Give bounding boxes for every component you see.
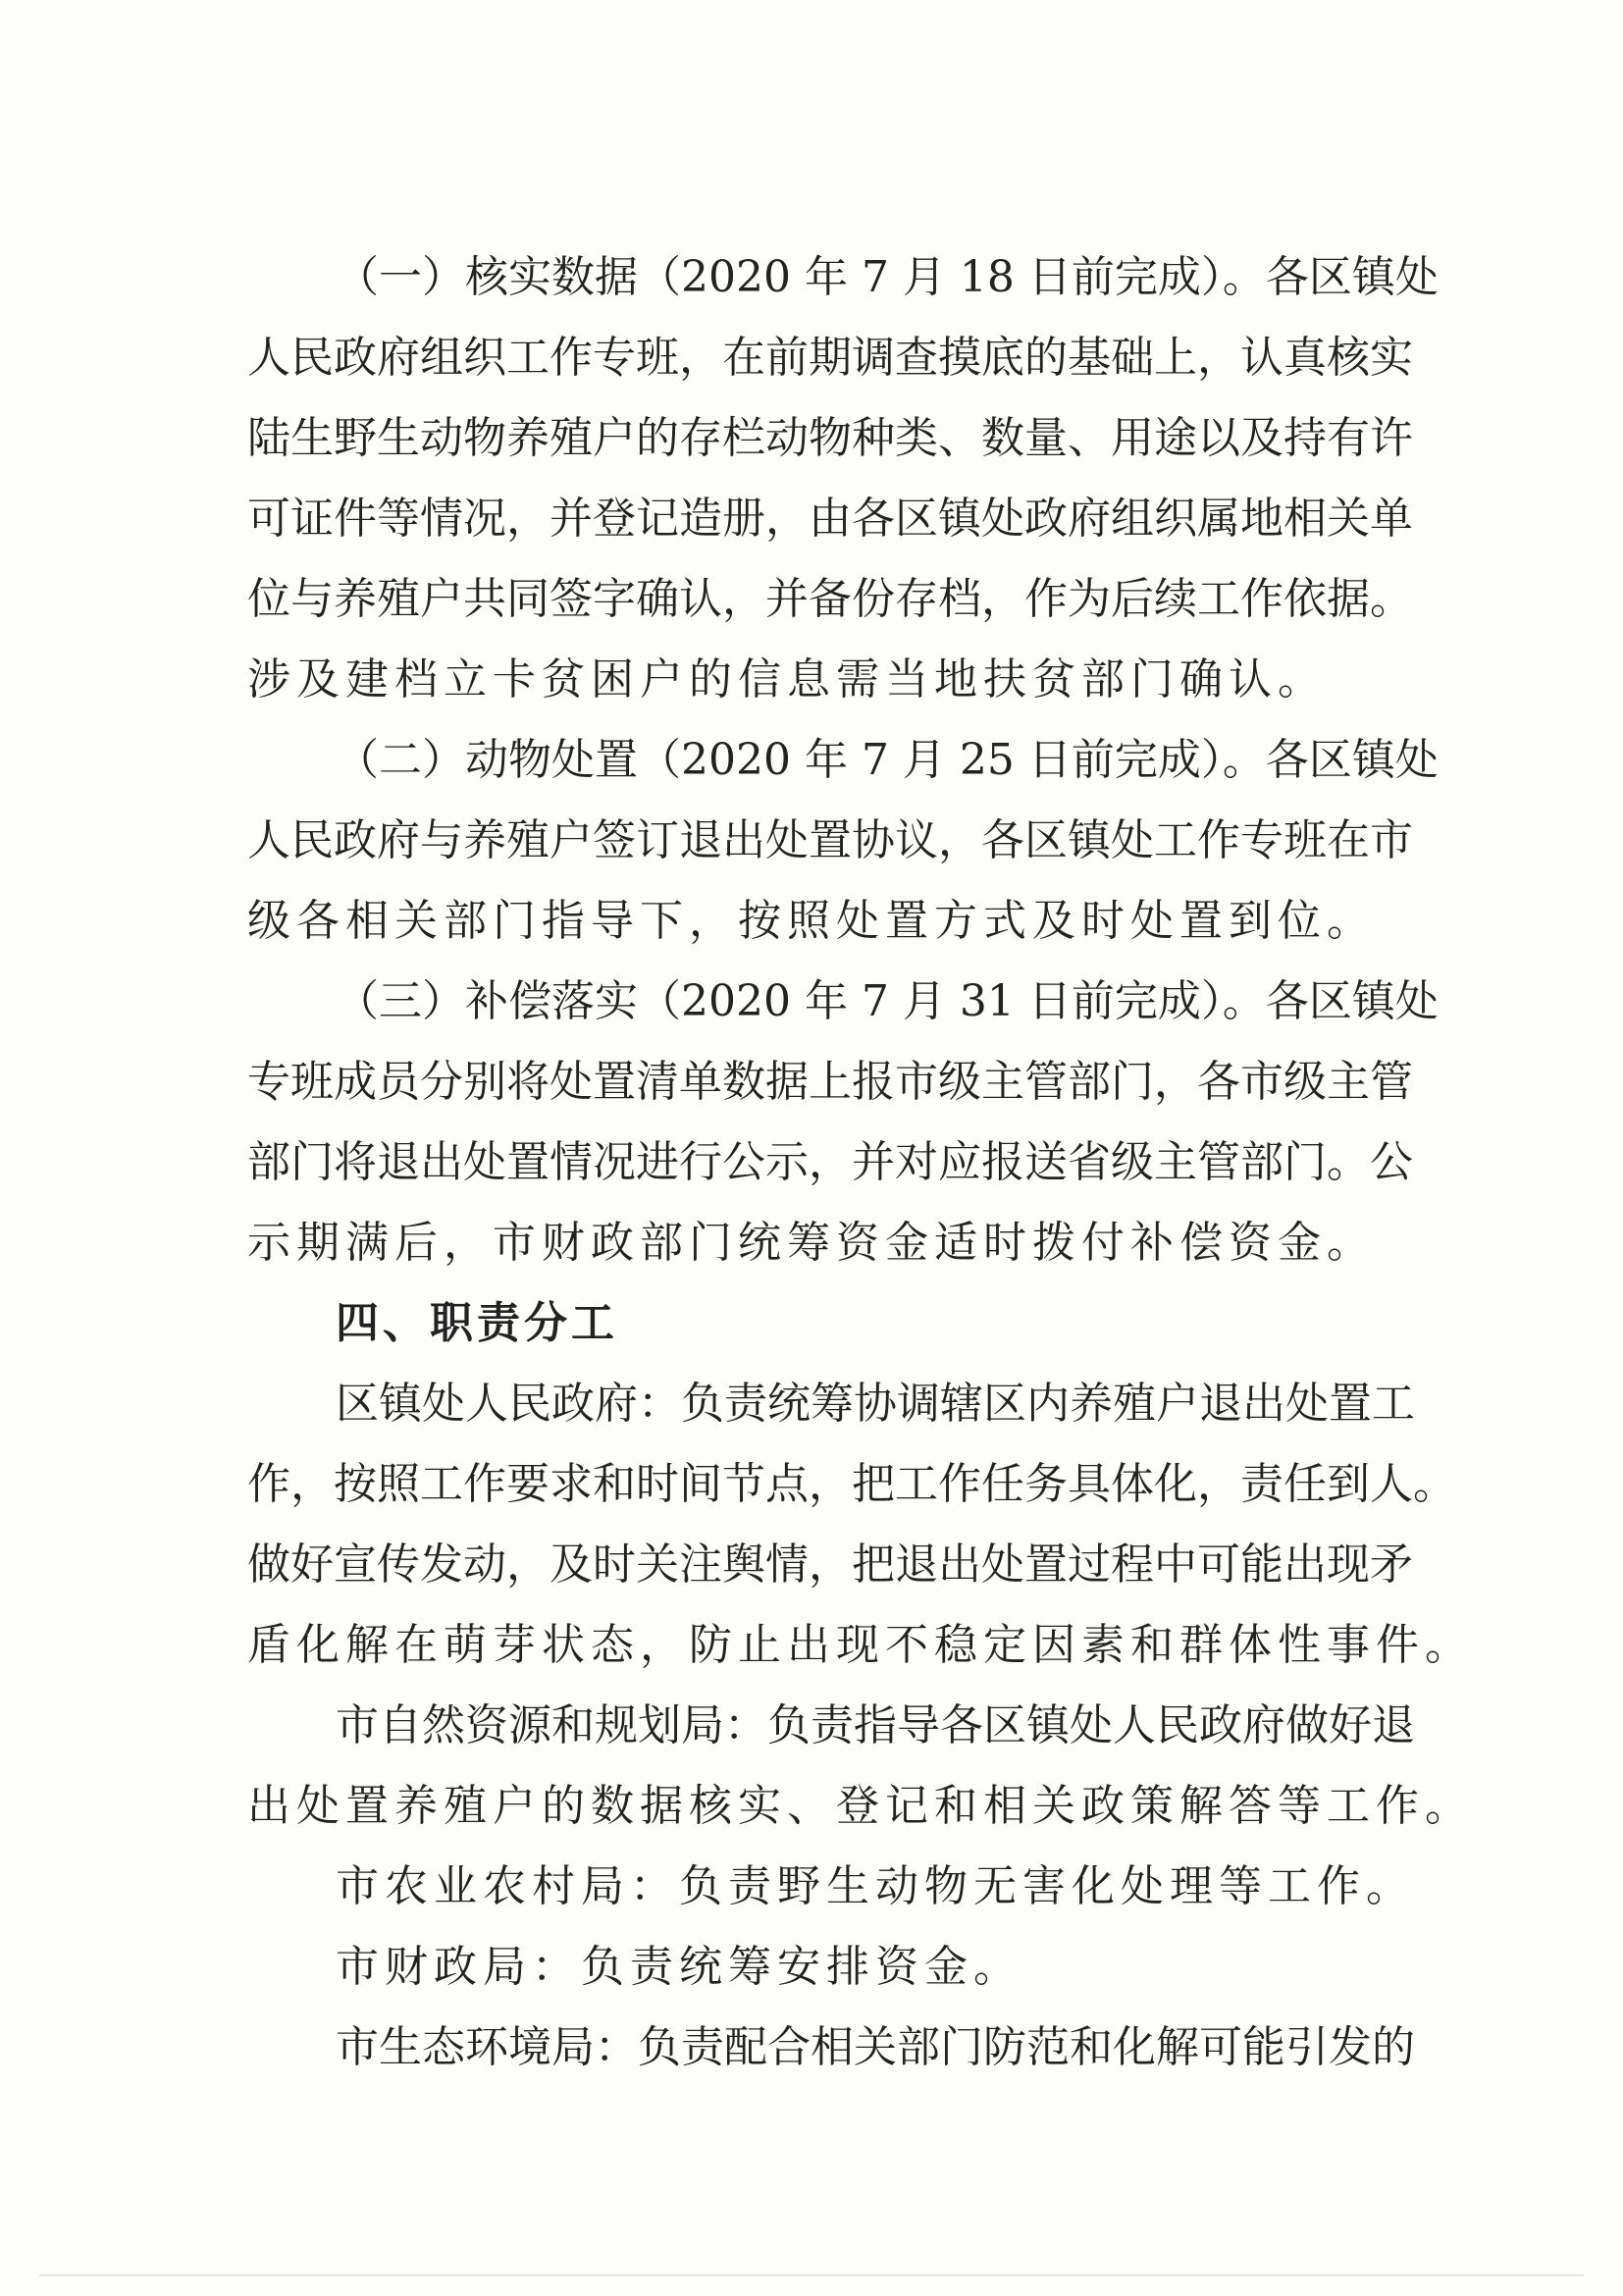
paragraph-2-line-2: 人民政府与养殖户签订退出处置协议，各区镇处工作专班在市: [247, 815, 1413, 865]
paragraph-1-line-4: 可证件等情况，并登记造册，由各区镇处政府组织属地相关单: [247, 494, 1413, 544]
paragraph-7-line-1: 市财政局：负责统筹安排资金。: [336, 1942, 1022, 1992]
section-heading: 四、职责分工: [336, 1298, 618, 1348]
paragraph-4-line-3: 做好宣传发动，及时关注舆情，把退出处置过程中可能出现矛: [247, 1539, 1413, 1590]
page-bottom-edge: [39, 2274, 1584, 2276]
paragraph-2-line-3: 级各相关部门指导下，按照处置方式及时处置到位。: [247, 896, 1376, 946]
paragraph-6-line-1: 市农业农村局：负责野生动物无害化处理等工作。: [336, 1861, 1415, 1911]
paragraph-5-line-2: 出处置养殖户的数据核实、登记和相关政策解答等工作。: [247, 1781, 1474, 1831]
paragraph-1-line-2: 人民政府组织工作专班，在前期调查摸底的基础上，认真核实: [247, 333, 1413, 383]
paragraph-1-line-1: （一）核实数据（2020 年 7 月 18 日前完成）。各区镇处: [336, 252, 1439, 302]
paragraph-2-line-1: （二）动物处置（2020 年 7 月 25 日前完成）。各区镇处: [336, 735, 1439, 785]
paragraph-5-line-1: 市自然资源和规划局：负责指导各区镇处人民政府做好退: [336, 1700, 1415, 1750]
paragraph-8-line-1: 市生态环境局：负责配合相关部门防范和化解可能引发的: [336, 2022, 1415, 2072]
paragraph-1-line-3: 陆生野生动物养殖户的存栏动物种类、数量、用途以及持有许: [247, 413, 1413, 463]
paragraph-3-line-3: 部门将退出处置情况进行公示，并对应报送省级主管部门。公: [247, 1137, 1413, 1187]
paragraph-3-line-2: 专班成员分别将处置清单数据上报市级主管部门，各市级主管: [247, 1057, 1413, 1107]
paragraph-3-line-1: （三）补偿落实（2020 年 7 月 31 日前完成）。各区镇处: [336, 976, 1439, 1026]
paragraph-4-line-1: 区镇处人民政府：负责统筹协调辖区内养殖户退出处置工: [336, 1379, 1415, 1429]
paragraph-1-line-6: 涉及建档立卡贫困户的信息需当地扶贫部门确认。: [247, 654, 1327, 704]
paragraph-4-line-2: 作，按照工作要求和时间节点，把工作任务具体化，责任到人。: [247, 1459, 1456, 1509]
paragraph-3-line-4: 示期满后，市财政部门统筹资金适时拨付补偿资金。: [247, 1218, 1376, 1268]
paragraph-1-line-5: 位与养殖户共同签字确认，并备份存档，作为后续工作依据。: [247, 574, 1413, 624]
paragraph-4-line-4: 盾化解在萌芽状态，防止出现不稳定因素和群体性事件。: [247, 1620, 1474, 1670]
